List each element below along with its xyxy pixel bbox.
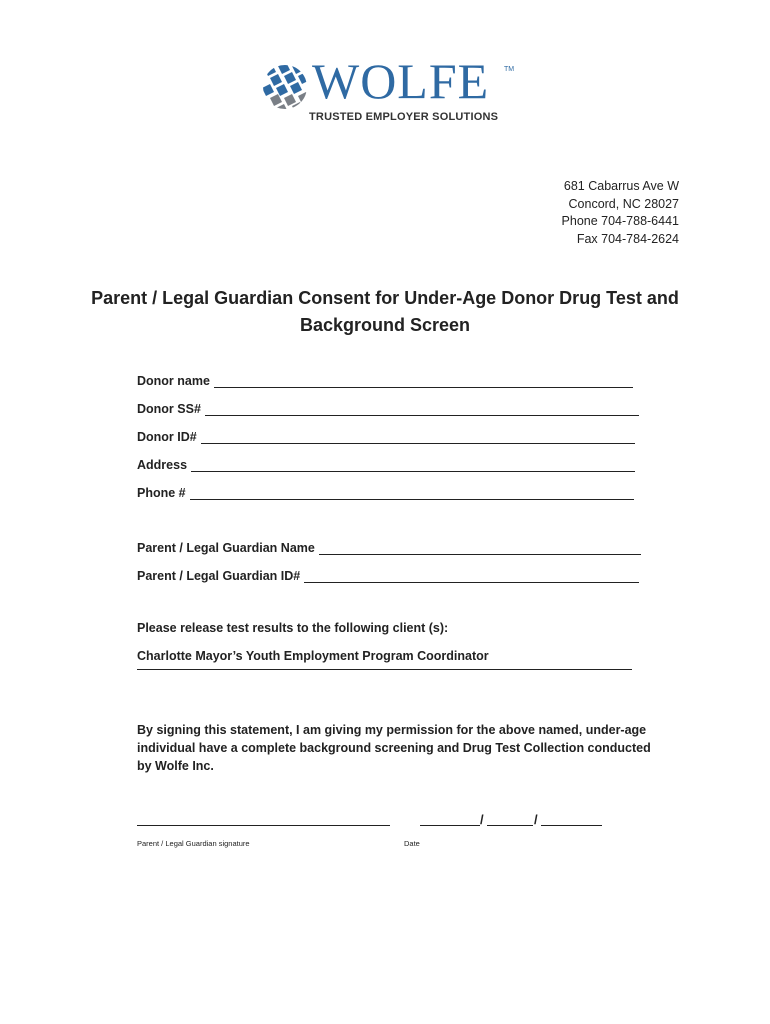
donor-name-label: Donor name	[137, 374, 210, 388]
donor-id-input-line[interactable]	[201, 431, 635, 444]
address-phone: Phone 704-788-6441	[561, 214, 679, 228]
release-heading: Please release test results to the following client (s):	[137, 621, 449, 635]
date-label: Date	[404, 839, 420, 848]
form-title-line-1: Parent / Legal Guardian Consent for Under-Age Donor Drug Test and	[91, 288, 679, 308]
address-field	[137, 456, 635, 472]
address-label: Address	[137, 458, 188, 472]
date-month-line[interactable]	[420, 813, 480, 826]
release-client: Charlotte Mayor’s Youth Employment Program Coordinator	[137, 649, 489, 663]
date-separator-1: /	[480, 812, 484, 827]
release-client-input-line[interactable]	[137, 669, 632, 670]
date-separator-2: /	[534, 812, 538, 827]
phone-field	[137, 484, 634, 500]
form-title	[80, 285, 690, 339]
donor-id-field	[137, 428, 635, 444]
signature-label: Parent / Legal Guardian signature	[137, 839, 250, 848]
address-street: 681 Cabarrus Ave W	[563, 179, 679, 193]
logo-tagline: TRUSTED EMPLOYER SOLUTIONS	[309, 111, 499, 123]
address-city: Concord, NC 28027	[568, 196, 679, 211]
guardian-signature-line[interactable]	[137, 813, 390, 826]
company-logo	[262, 53, 515, 128]
phone-label: Phone #	[137, 486, 186, 500]
wolfe-globe-logo-icon	[262, 64, 310, 110]
phone-input-line[interactable]	[190, 487, 634, 500]
address-input-line[interactable]	[191, 459, 635, 472]
company-address	[562, 178, 679, 248]
guardian-name-label: Parent / Legal Guardian Name	[137, 541, 315, 555]
guardian-name-field	[137, 539, 641, 555]
address-fax: Fax 704-784-2624	[576, 231, 679, 246]
form-title-line-2: Background Screen	[299, 315, 471, 335]
consent-statement: By signing this statement, I am giving my permission for the above named, under-age individual have a complete background screening and Drug Test Collection conducted by Wolfe Inc.	[137, 723, 651, 773]
date-year-line[interactable]	[541, 813, 602, 826]
donor-ss-input-line[interactable]	[205, 403, 639, 416]
date-day-line[interactable]	[487, 813, 533, 826]
logo-wordmark: WOLFE	[312, 53, 490, 109]
donor-name-input-line[interactable]	[214, 375, 633, 388]
guardian-id-field	[137, 567, 639, 583]
donor-ss-field	[137, 400, 639, 416]
donor-id-label: Donor ID#	[137, 430, 197, 444]
logo-trademark: TM	[504, 66, 515, 73]
guardian-id-label: Parent / Legal Guardian ID#	[137, 569, 301, 583]
donor-name-field	[137, 372, 633, 388]
guardian-name-input-line[interactable]	[319, 542, 641, 555]
donor-ss-label: Donor SS#	[137, 402, 201, 416]
guardian-id-input-line[interactable]	[304, 570, 639, 583]
